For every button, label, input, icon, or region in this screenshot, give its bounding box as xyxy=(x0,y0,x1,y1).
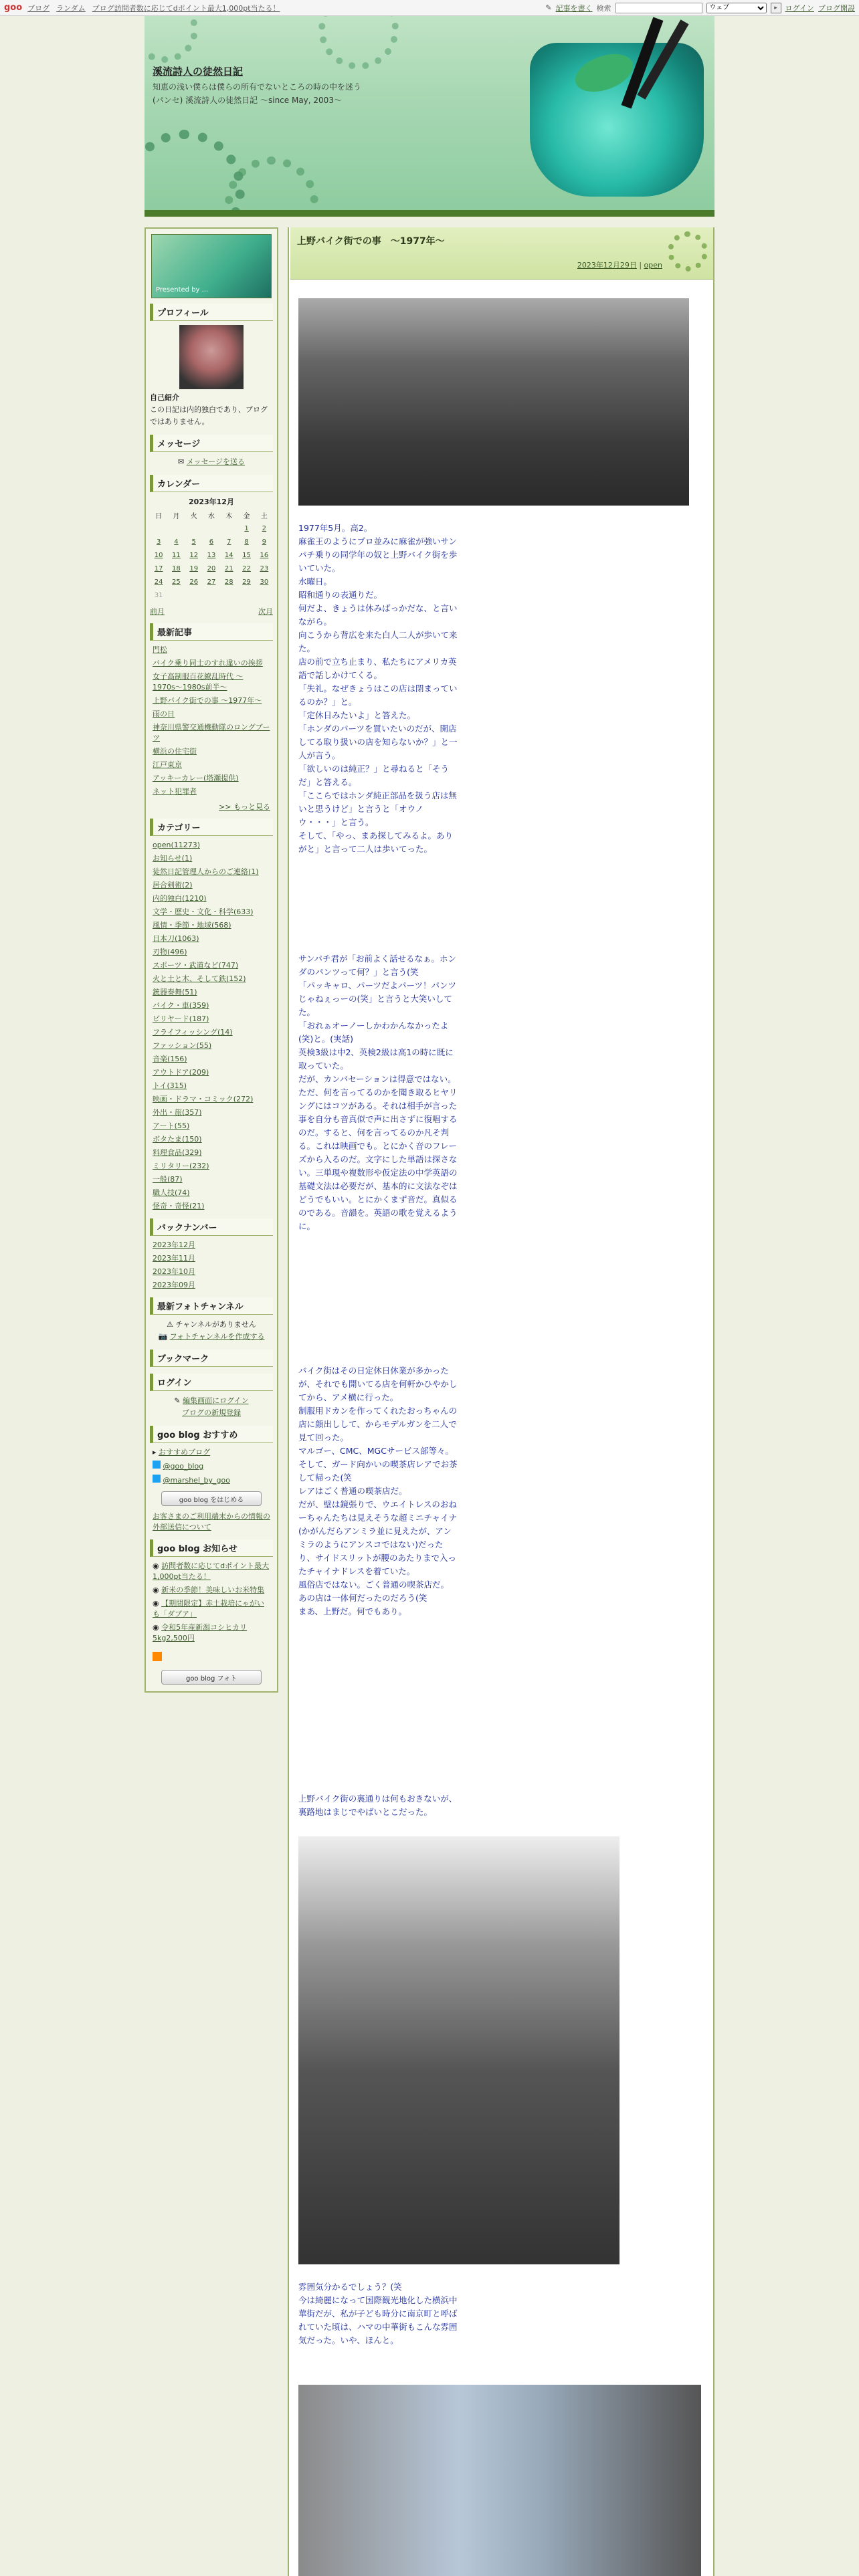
calendar-day[interactable]: 20 xyxy=(207,564,216,572)
category-link[interactable]: 音楽(156) xyxy=(153,1055,187,1063)
calendar-day[interactable]: 2 xyxy=(262,524,267,532)
category-link[interactable]: ミリタリー(232) xyxy=(153,1162,209,1170)
backnumber-link[interactable]: 2023年10月 xyxy=(153,1267,195,1276)
next-month-link[interactable]: 次月 xyxy=(258,607,273,616)
weekday-label: 火 xyxy=(190,512,197,520)
recommend-link[interactable]: おすすめブログ xyxy=(159,1448,211,1457)
category-link[interactable]: 映画・ドラマ・コミック(272) xyxy=(153,1095,254,1103)
calendar-day[interactable]: 11 xyxy=(172,551,181,559)
calendar-day[interactable]: 4 xyxy=(174,538,179,546)
search-label: 検索 xyxy=(596,3,611,13)
calendar-day: 31 xyxy=(154,591,163,599)
blog-header xyxy=(145,16,714,217)
notice-link[interactable]: 【期間限定】赤土栽培にゃがいも「ダブア」 xyxy=(153,1599,264,1618)
category-link[interactable]: 日本刀(1063) xyxy=(153,934,199,943)
recent-post-link[interactable]: 神奈川県警交通機動隊のロングブーツ xyxy=(153,723,270,742)
weekday-label: 日 xyxy=(155,512,163,520)
category-link[interactable]: お知らせ(1) xyxy=(153,854,193,863)
create-channel-link[interactable]: フォトチャンネルを作成する xyxy=(169,1332,265,1341)
search-scope-select[interactable] xyxy=(706,3,767,13)
login-link[interactable]: ログイン xyxy=(785,3,814,13)
calendar-day[interactable]: 29 xyxy=(242,578,251,586)
category-link[interactable]: open(11273) xyxy=(153,841,201,849)
global-topbar xyxy=(0,0,859,16)
post-meta: 2023年12月29日 | open xyxy=(577,261,662,270)
twitter-link[interactable]: @goo_blog xyxy=(163,1462,204,1471)
weekday-label: 木 xyxy=(225,512,233,520)
profile-avatar xyxy=(179,325,244,389)
goo-logo[interactable]: goo xyxy=(4,3,23,13)
calendar-heading: カレンダー xyxy=(150,475,273,492)
sidebar xyxy=(145,227,278,1693)
calendar-day[interactable]: 25 xyxy=(172,578,181,586)
backnumber-link[interactable]: 2023年11月 xyxy=(153,1254,195,1263)
bullet-icon: ◉ xyxy=(153,1586,159,1594)
calendar-box xyxy=(150,475,273,617)
recent-post-link[interactable]: ネット犯罪者 xyxy=(153,787,197,796)
category-link[interactable]: ファッション(55) xyxy=(153,1041,212,1050)
post-paragraph: サンパチ君が「お前よく話せるなぁ。ホンダのパンツって何？」と言う(笑 「パッキャロ、パーツだよパーツ！パンツじゃねぇっーの(笑」と言うと大笑いしてた。 「おれぁオーノーしかわかんなかったよ(笑)と。(実話) 英検3級は中2、英検2級は高1の時に既に取っていた。 だが、カンバセーションは得意ではない。 ただ、何を言ってるのかを聞き取るヒヤリングにはコツがある。それは相手が言った事を自分も音真似で声に出さずに復唱するのだ。すると、何を言ってるのか凡そ判る。これは映画でも。とにかく音のフレーズから入るのだ。文字にした単語は探さない。三単現や複数形や仮定法の中学英語の基礎文法は必要だが、基本的に文法なぞはどうでもいい。とにかくまず音だ。真似るのである。音韻を。英語の歌を覚えるように。 xyxy=(298,954,458,1231)
search-input[interactable] xyxy=(615,3,702,13)
category-link[interactable]: 居合剣術(2) xyxy=(153,881,193,889)
recent-post-link[interactable]: 横浜の住宅街 xyxy=(153,747,197,756)
calendar-day[interactable]: 8 xyxy=(244,538,249,546)
calendar-day[interactable]: 17 xyxy=(154,564,163,572)
twitter-icon xyxy=(153,1475,161,1483)
calendar-month: 2023年12月 xyxy=(189,498,234,506)
backnumber-heading: バックナンバー xyxy=(150,1218,273,1236)
category-link[interactable]: スポーツ・武道など(747) xyxy=(153,961,239,970)
message-heading: メッセージ xyxy=(150,435,273,452)
new-blog-link[interactable]: ブログの新規登録 xyxy=(182,1408,241,1417)
calendar-day[interactable]: 21 xyxy=(224,564,233,572)
category-link[interactable]: 職人技(74) xyxy=(153,1188,190,1197)
calendar-day[interactable]: 12 xyxy=(189,551,199,559)
envelope-icon: ✉ xyxy=(177,457,185,466)
blog-thumbnail xyxy=(151,234,272,298)
bullet-icon: ▸ xyxy=(153,1448,157,1457)
category-link[interactable]: 風情・季節・地域(568) xyxy=(153,921,231,930)
article xyxy=(288,227,714,2576)
login-heading: ログイン xyxy=(150,1374,273,1391)
bookmark-box xyxy=(150,1350,273,1367)
calendar-table xyxy=(150,508,273,602)
bike-street-photo xyxy=(298,298,689,506)
back-alley-photo xyxy=(298,1836,619,2264)
calendar-day[interactable]: 30 xyxy=(260,578,269,586)
category-link[interactable]: 外出・旅(357) xyxy=(153,1108,202,1117)
bookmark-heading: ブックマーク xyxy=(150,1350,273,1367)
category-link[interactable]: アート(55) xyxy=(153,1121,190,1130)
topbar-link-blog[interactable]: ブログ xyxy=(27,3,50,13)
login-box xyxy=(150,1374,273,1419)
notice-box xyxy=(150,1539,273,1685)
post-paragraph: 雰囲気分かるでしょう？(笑 今は綺麗になって国際観光地化した横浜中華街だが、私が子ども時分に南京町と呼ばれていた頃は、ハマの中華街もこんな雰囲気だった。いや、ほんと。 xyxy=(298,2282,458,2345)
leaf-ornament xyxy=(668,231,708,272)
camera-icon: 📷 xyxy=(158,1332,168,1341)
recent-post-link[interactable]: 門松 xyxy=(153,645,167,654)
lace-ornament xyxy=(145,16,198,63)
notice-heading: goo blog お知らせ xyxy=(150,1539,273,1557)
calendar-day[interactable]: 7 xyxy=(227,538,231,546)
category-link[interactable]: バイク・車(359) xyxy=(153,1001,209,1010)
twitter-link[interactable]: @marshel_by_goo xyxy=(163,1476,230,1485)
category-link[interactable]: ボタたま(150) xyxy=(153,1135,202,1144)
topbar-link-random[interactable]: ランダム xyxy=(56,3,86,13)
calendar-day[interactable]: 10 xyxy=(154,551,163,559)
post-paragraph: 1977年5月。高2。 麻雀王のようにプロ並みに麻雀が強いサンパチ乗りの同学年の奴と上野バイク街を歩いていた。 水曜日。 昭和通りの表通りだ。 何だよ、きょうは休みばっかだな、と言いながら。 向こうから背広を来た白人二人が歩いて来た。 店の前で立ち止まり、私たちにアメリカ英語で話しかけてくる。 「失礼。なぜきょうはこの店は閉まっているのか？」と。 「定休日みたいよ」と答えた。 「ホンダのパーツを買いたいのだが、開店してる取り扱いの店を知らないか？」と一人が言う。 「欲しいのは純正？」と尋ねると「そうだ」と答える。 「ここらではホンダ純正部品を扱う店は無いと思うけど」と言うと「オウノウ・・・」と言う。 そして、「やっ、まあ探してみるよ。ありがと」と言って二人は歩いてった。 xyxy=(298,523,458,854)
category-link[interactable]: 内的独白(1210) xyxy=(153,894,207,903)
recent-posts-heading: 最新記事 xyxy=(150,623,273,641)
calendar-day[interactable]: 5 xyxy=(191,538,196,546)
open-blog-link[interactable]: ブログ開設 xyxy=(818,3,855,13)
category-link[interactable]: 一般(87) xyxy=(153,1175,183,1184)
category-link[interactable]: 火と土と木、そして鉄(152) xyxy=(153,974,246,983)
profile-box xyxy=(150,304,273,428)
photo-channel-box xyxy=(150,1297,273,1343)
weekday-label: 金 xyxy=(243,512,250,520)
category-link[interactable]: ビリヤード(187) xyxy=(153,1014,209,1023)
calendar-day[interactable]: 15 xyxy=(242,551,251,559)
calendar-day[interactable]: 26 xyxy=(189,578,199,586)
no-channel-text: チャンネルがありません xyxy=(175,1320,256,1329)
weekday-label: 月 xyxy=(173,512,180,520)
post-title: 上野バイク街での事 〜1977年〜 xyxy=(297,236,445,247)
post-paragraph: バイク街はその日定休日休業が多かったが、それでも開いてる店を何軒かひやかしてから、アメ横に行った。 制服用ドカンを作ってくれたおっちゃんの店に顔出しして、からモデルガンを二人で見て回った。 マルゴー、CMC、MGCサービス部等々。 そして、ガード向かいの喫茶店レアでお茶して帰った(笑 レアはごく普通の喫茶店だ。 だが、壁は鏡張りで、ウエイトレスのおねーちゃんたちは見えそうな超ミニチャイナ(かがんだらアンミラ並に見えたが、アンミラのようにアンスコではない)だったり、サイドスリットが腰のあたりまで入ったチャイナドレスを着ていた。 風俗店ではない。ごく普通の喫茶店だ。 あの店は一体何だったのだろう(笑 まあ、上野だ。何でもあり。 xyxy=(298,1366,458,1616)
more-posts-link[interactable]: >> もっと見る xyxy=(219,802,270,811)
calendar-day[interactable]: 27 xyxy=(207,578,216,586)
recent-post-link[interactable]: 女子高制服百花繚乱時代 〜1970s〜1980s前半〜 xyxy=(153,672,244,691)
calendar-day[interactable]: 3 xyxy=(156,538,161,546)
external-info-link[interactable]: お客さまのご利用端末からの情報の外部送信について xyxy=(153,1512,270,1531)
calendar-day[interactable]: 13 xyxy=(207,551,216,559)
alley-street-color-photo xyxy=(298,2385,701,2576)
category-link[interactable]: 徒然日記管理人からのご連絡(1) xyxy=(153,867,259,876)
backnumber-link[interactable]: 2023年12月 xyxy=(153,1241,195,1249)
photo-channel-heading: 最新フォトチャンネル xyxy=(150,1297,273,1315)
calendar-day[interactable]: 9 xyxy=(262,538,267,546)
message-box xyxy=(150,435,273,468)
calendar-day[interactable]: 23 xyxy=(260,564,269,572)
prev-month-link[interactable]: 前月 xyxy=(150,607,165,616)
notice-link[interactable]: 令和5年産新潟コシヒカリ5kg2,500円 xyxy=(153,1623,248,1642)
calendar-day[interactable]: 22 xyxy=(242,564,251,572)
recent-post-link[interactable]: バイク乗り同士のすれ違いの挨拶 xyxy=(153,659,263,667)
calendar-day[interactable]: 6 xyxy=(209,538,214,546)
bullet-icon: ◉ xyxy=(153,1562,159,1570)
calendar-day[interactable]: 1 xyxy=(244,524,249,532)
post-category-link[interactable]: open xyxy=(644,261,662,270)
profile-intro-text: この日記は内的独白であり、ブログではありません。 xyxy=(150,405,268,426)
category-link[interactable]: フライフィッシング(14) xyxy=(153,1028,233,1037)
rss-icon[interactable] xyxy=(153,1652,162,1661)
profile-intro-title: 自己紹介 xyxy=(150,393,179,402)
goo-blog-photo-button[interactable]: goo blog フォト xyxy=(161,1670,262,1685)
bullet-icon: ◉ xyxy=(153,1623,159,1632)
post-paragraph: 上野バイク街の裏通りは何もおきないが、裏路地はまじでやばいとこだった。 xyxy=(298,1794,458,1817)
category-link[interactable]: トイ(315) xyxy=(153,1081,187,1090)
blog-title[interactable]: 溪流詩人の徒然日記 xyxy=(153,66,244,78)
lace-ornament xyxy=(318,16,399,70)
category-link[interactable]: 銃器奏舞(51) xyxy=(153,988,197,996)
recommend-heading: goo blog おすすめ xyxy=(150,1426,273,1443)
warning-icon: ⚠ xyxy=(167,1320,174,1329)
pencil-icon: ✎ xyxy=(174,1396,181,1405)
recent-post-link[interactable]: 雨の日 xyxy=(153,710,175,718)
weekday-label: 水 xyxy=(207,512,215,520)
post-header xyxy=(290,227,713,280)
category-link[interactable]: アウトドア(209) xyxy=(153,1068,209,1077)
calendar-day[interactable]: 28 xyxy=(224,578,233,586)
post-date-link[interactable]: 2023年12月29日 xyxy=(577,261,637,270)
category-box xyxy=(150,819,273,1212)
start-goo-blog-button[interactable]: goo blog をはじめる xyxy=(161,1491,262,1506)
bullet-icon: ◉ xyxy=(153,1599,159,1608)
recent-post-link[interactable]: 上野バイク街での事 〜1977年〜 xyxy=(153,696,262,705)
category-link[interactable]: 文学・歴史・文化・科学(633) xyxy=(153,907,254,916)
send-message-link[interactable]: メッセージを送る xyxy=(186,457,246,466)
calendar-day[interactable]: 14 xyxy=(224,551,233,559)
recent-post-link[interactable]: 江戸東京 xyxy=(153,760,182,769)
calendar-day[interactable]: 19 xyxy=(189,564,199,572)
category-link[interactable]: 刃物(496) xyxy=(153,948,187,956)
calendar-day[interactable]: 16 xyxy=(260,551,269,559)
notice-link[interactable]: 訪問者数に応じてdポイント最大1,000pt当たる！ xyxy=(153,1562,270,1581)
backnumber-link[interactable]: 2023年09月 xyxy=(153,1281,195,1289)
calendar-day[interactable]: 18 xyxy=(172,564,181,572)
category-heading: カテゴリー xyxy=(150,819,273,836)
calendar-day[interactable]: 24 xyxy=(154,578,163,586)
weekday-label: 土 xyxy=(260,512,268,520)
thumbnail-caption: Presented by ... xyxy=(156,286,209,294)
profile-heading: プロフィール xyxy=(150,304,273,321)
notice-link[interactable]: 新米の季節！美味しいお米特集 xyxy=(161,1586,265,1594)
pencil-icon: ✎ xyxy=(545,3,552,12)
recommend-box xyxy=(150,1426,273,1533)
category-link[interactable]: 料理食品(329) xyxy=(153,1148,202,1157)
topbar-link-campaign[interactable]: ブログ訪問者数に応じてdポイント最大1,000pt当たる！ xyxy=(92,3,280,13)
recent-posts-box xyxy=(150,623,273,812)
category-link[interactable]: 怪奇・奇怪(21) xyxy=(153,1202,205,1210)
write-article-link[interactable]: 記事を書く xyxy=(555,3,593,13)
blog-subtitle: 知恵の浅い僕らは僕らの所有でないところの時の中を迷う(パンセ) 溪流詩人の徒然日記 〜since May, 2003〜 xyxy=(153,82,362,105)
edit-login-link[interactable]: 編集画面にログイン xyxy=(183,1396,249,1405)
search-button[interactable]: ▸ xyxy=(771,3,781,13)
recent-post-link[interactable]: アッキーカレー(塔瀬提供) xyxy=(153,774,239,782)
twitter-icon xyxy=(153,1461,161,1469)
backnumber-box xyxy=(150,1218,273,1291)
